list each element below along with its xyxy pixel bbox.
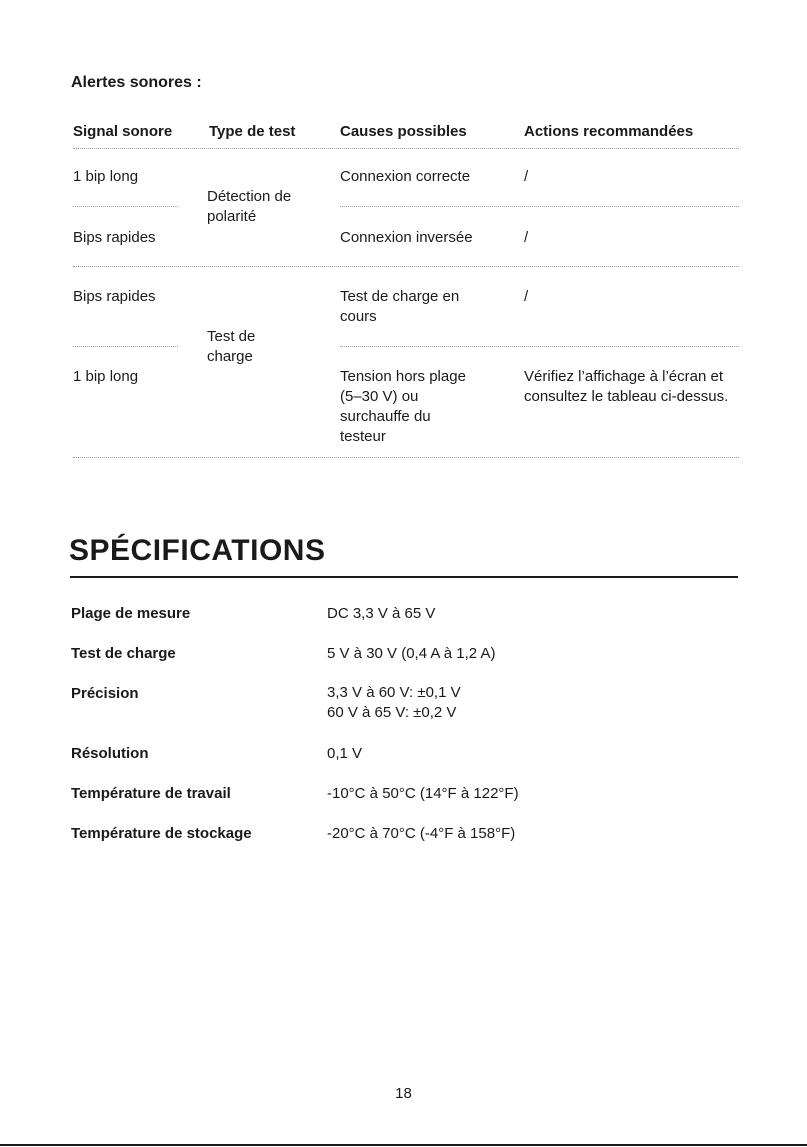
row-divider xyxy=(340,206,739,207)
cause-cell: Tension hors plage (5–30 V) ou surchauffe du testeur xyxy=(340,368,466,445)
page-bottom-edge xyxy=(0,1144,807,1146)
spec-label: Température de stockage xyxy=(71,825,252,842)
spec-label: Température de travail xyxy=(71,785,231,802)
test-type-cell: Test de charge xyxy=(207,328,256,365)
spec-value: 5 V à 30 V (0,4 A à 1,2 A) xyxy=(327,645,496,662)
header-causes: Causes possibles xyxy=(340,123,467,140)
spec-value: 3,3 V à 60 V: ±0,1 V 60 V à 65 V: ±0,2 V xyxy=(327,684,461,721)
spec-label: Précision xyxy=(71,685,139,702)
signal-cell: Bips rapides xyxy=(73,288,156,305)
specs-rule xyxy=(70,576,738,578)
table-bottom-divider xyxy=(73,457,739,458)
header-test-type: Type de test xyxy=(209,123,296,140)
row-divider xyxy=(73,206,178,207)
test-type-cell: Détection de polarité xyxy=(207,188,292,225)
spec-value: -20°C à 70°C (-4°F à 158°F) xyxy=(327,825,516,842)
cause-cell: Connexion inversée xyxy=(340,229,473,246)
header-actions: Actions recommandées xyxy=(524,123,694,140)
spec-value: -10°C à 50°C (14°F à 122°F) xyxy=(327,785,519,802)
page-number: 18 xyxy=(395,1085,412,1102)
signal-cell: 1 bip long xyxy=(73,168,139,185)
spec-value: 0,1 V xyxy=(327,745,363,762)
header-signal: Signal sonore xyxy=(73,123,173,140)
group-divider xyxy=(73,266,739,267)
action-cell: / xyxy=(524,229,529,246)
spec-label: Test de charge xyxy=(71,645,176,662)
spec-label: Plage de mesure xyxy=(71,605,191,622)
row-divider xyxy=(73,346,178,347)
signal-cell: 1 bip long xyxy=(73,368,139,385)
action-cell: / xyxy=(524,168,529,185)
header-divider xyxy=(73,148,739,149)
action-cell: Vérifiez l’affichage à l’écran et consultez le tableau ci-dessus. xyxy=(524,368,729,405)
action-cell: / xyxy=(524,288,529,305)
signal-cell: Bips rapides xyxy=(73,229,156,246)
spec-value: DC 3,3 V à 65 V xyxy=(327,605,436,622)
alerts-title: Alertes sonores : xyxy=(71,74,202,91)
row-divider xyxy=(340,346,739,347)
cause-cell: Connexion correcte xyxy=(340,168,471,185)
spec-label: Résolution xyxy=(71,745,149,762)
specs-heading: SPÉCIFICATIONS xyxy=(69,534,326,567)
cause-cell: Test de charge en cours xyxy=(340,288,460,325)
